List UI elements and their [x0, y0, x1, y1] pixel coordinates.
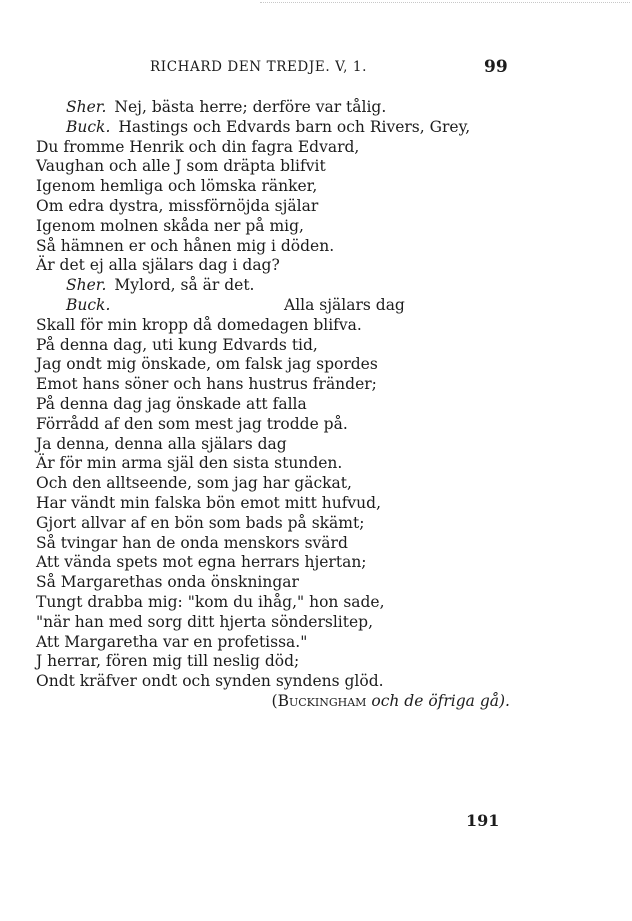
line-text: Jag ondt mig önskade, om falsk jag spordes: [36, 355, 378, 374]
line-text: Hastings och Edvards barn och Rivers, Grey,: [118, 117, 471, 136]
line-text: Ondt kräfver ondt och synden syndens glöd.: [36, 672, 384, 691]
line-text: Igenom molnen skåda ner på mig,: [36, 216, 304, 235]
line-text: Är för min arma själ den sista stunden.: [36, 454, 343, 473]
verse-line: [0, 514, 632, 534]
line-text: På denna dag jag önskade att falla: [36, 394, 307, 413]
line-text: Alla själars dag: [284, 295, 405, 314]
verse-line: [0, 217, 632, 237]
stage-direction: [0, 692, 632, 712]
verse-line: [0, 534, 632, 554]
stage-character-name: Buckingham: [277, 691, 367, 710]
page-header: [0, 57, 632, 81]
line-text: Är det ej alla själars dag i dag?: [36, 256, 280, 275]
verse-line: [0, 197, 632, 217]
verse-line: [0, 454, 632, 474]
signature-number: 191: [466, 811, 500, 830]
line-text: Du fromme Henrik och din fagra Edvard,: [36, 137, 360, 156]
speaker-name: Buck.: [66, 117, 111, 136]
line-text: Tungt drabba mig: "kom du ihåg," hon sade,: [36, 592, 385, 611]
line-text: Så Margarethas onda önskningar: [36, 573, 299, 592]
speaker-name: Sher.: [66, 98, 107, 116]
line-text: Att Margaretha var en profetissa.": [36, 632, 308, 651]
page-number: 99: [484, 57, 508, 77]
verse-line: [0, 375, 632, 395]
verse-line: [0, 435, 632, 455]
verse-line: [0, 296, 632, 316]
line-text: "när han med sorg ditt hjerta sönderslitер,: [36, 612, 374, 631]
line-text: J herrar, fören mig till neslig död;: [36, 652, 300, 671]
line-text: Emot hans söner och hans hustrus fränder;: [36, 375, 377, 394]
verse-line: [0, 395, 632, 415]
verse-line: [0, 177, 632, 197]
line-text: Har vändt min falska bön emot mitt hufvud,: [36, 493, 382, 512]
line-text: Skall för min kropp då domedagen blifva.: [36, 315, 362, 334]
line-text: Ja denna, denna alla själars dag: [36, 434, 287, 453]
verse-line: [0, 474, 632, 494]
verse-line: [0, 276, 632, 296]
line-text: Så hämnen er och hånen mig i döden.: [36, 236, 335, 255]
verse-line: [0, 573, 632, 593]
line-text: Igenom hemliga och lömska ränker,: [36, 177, 318, 196]
verse-line: [0, 98, 632, 118]
top-edge-rule: [260, 2, 630, 3]
verse-line: [0, 613, 632, 633]
line-text: Mylord, så är det.: [114, 276, 255, 295]
verse-line: [0, 355, 632, 375]
stage-open-paren: (: [271, 691, 278, 710]
verse-line: [0, 256, 632, 276]
verse-line: [0, 157, 632, 177]
verse-line: [0, 237, 632, 257]
verse-line: [0, 494, 632, 514]
line-text: Förrådd af den som mest jag trodde på.: [36, 414, 348, 433]
line-text: Så tvingar han de onda menskors svärd: [36, 533, 348, 552]
speaker-name: Sher.: [66, 276, 107, 295]
verse-line: [0, 138, 632, 158]
verse-line: [0, 652, 632, 672]
line-text: Nej, bästa herre; derföre var tålig.: [114, 98, 387, 116]
line-text: Och den alltseende, som jag har gäckat,: [36, 474, 352, 493]
verse-line: [0, 593, 632, 613]
running-head: RICHARD DEN TREDJE. V, 1.: [150, 59, 367, 75]
verse-line: [0, 672, 632, 692]
line-text: Gjort allvar af en bön som bads på skämt;: [36, 513, 365, 532]
line-text: Att vända spets mot egna herrars hjertan;: [36, 553, 367, 572]
verse-line: [0, 633, 632, 653]
verse-line: [0, 336, 632, 356]
stage-action: och de öfriga gå).: [366, 691, 510, 710]
line-text: Om edra dystra, missförnöjda själar: [36, 196, 319, 215]
verse-line: [0, 316, 632, 336]
line-text: På denna dag, uti kung Edvards tid,: [36, 335, 318, 354]
verse-line: [0, 118, 632, 138]
verse-line: [0, 553, 632, 573]
verse-line: [0, 415, 632, 435]
verse-text: [0, 98, 632, 712]
line-text: Vaughan och alle J som dräpta blifvit: [36, 157, 326, 176]
speaker-name: Buck.: [66, 295, 111, 314]
